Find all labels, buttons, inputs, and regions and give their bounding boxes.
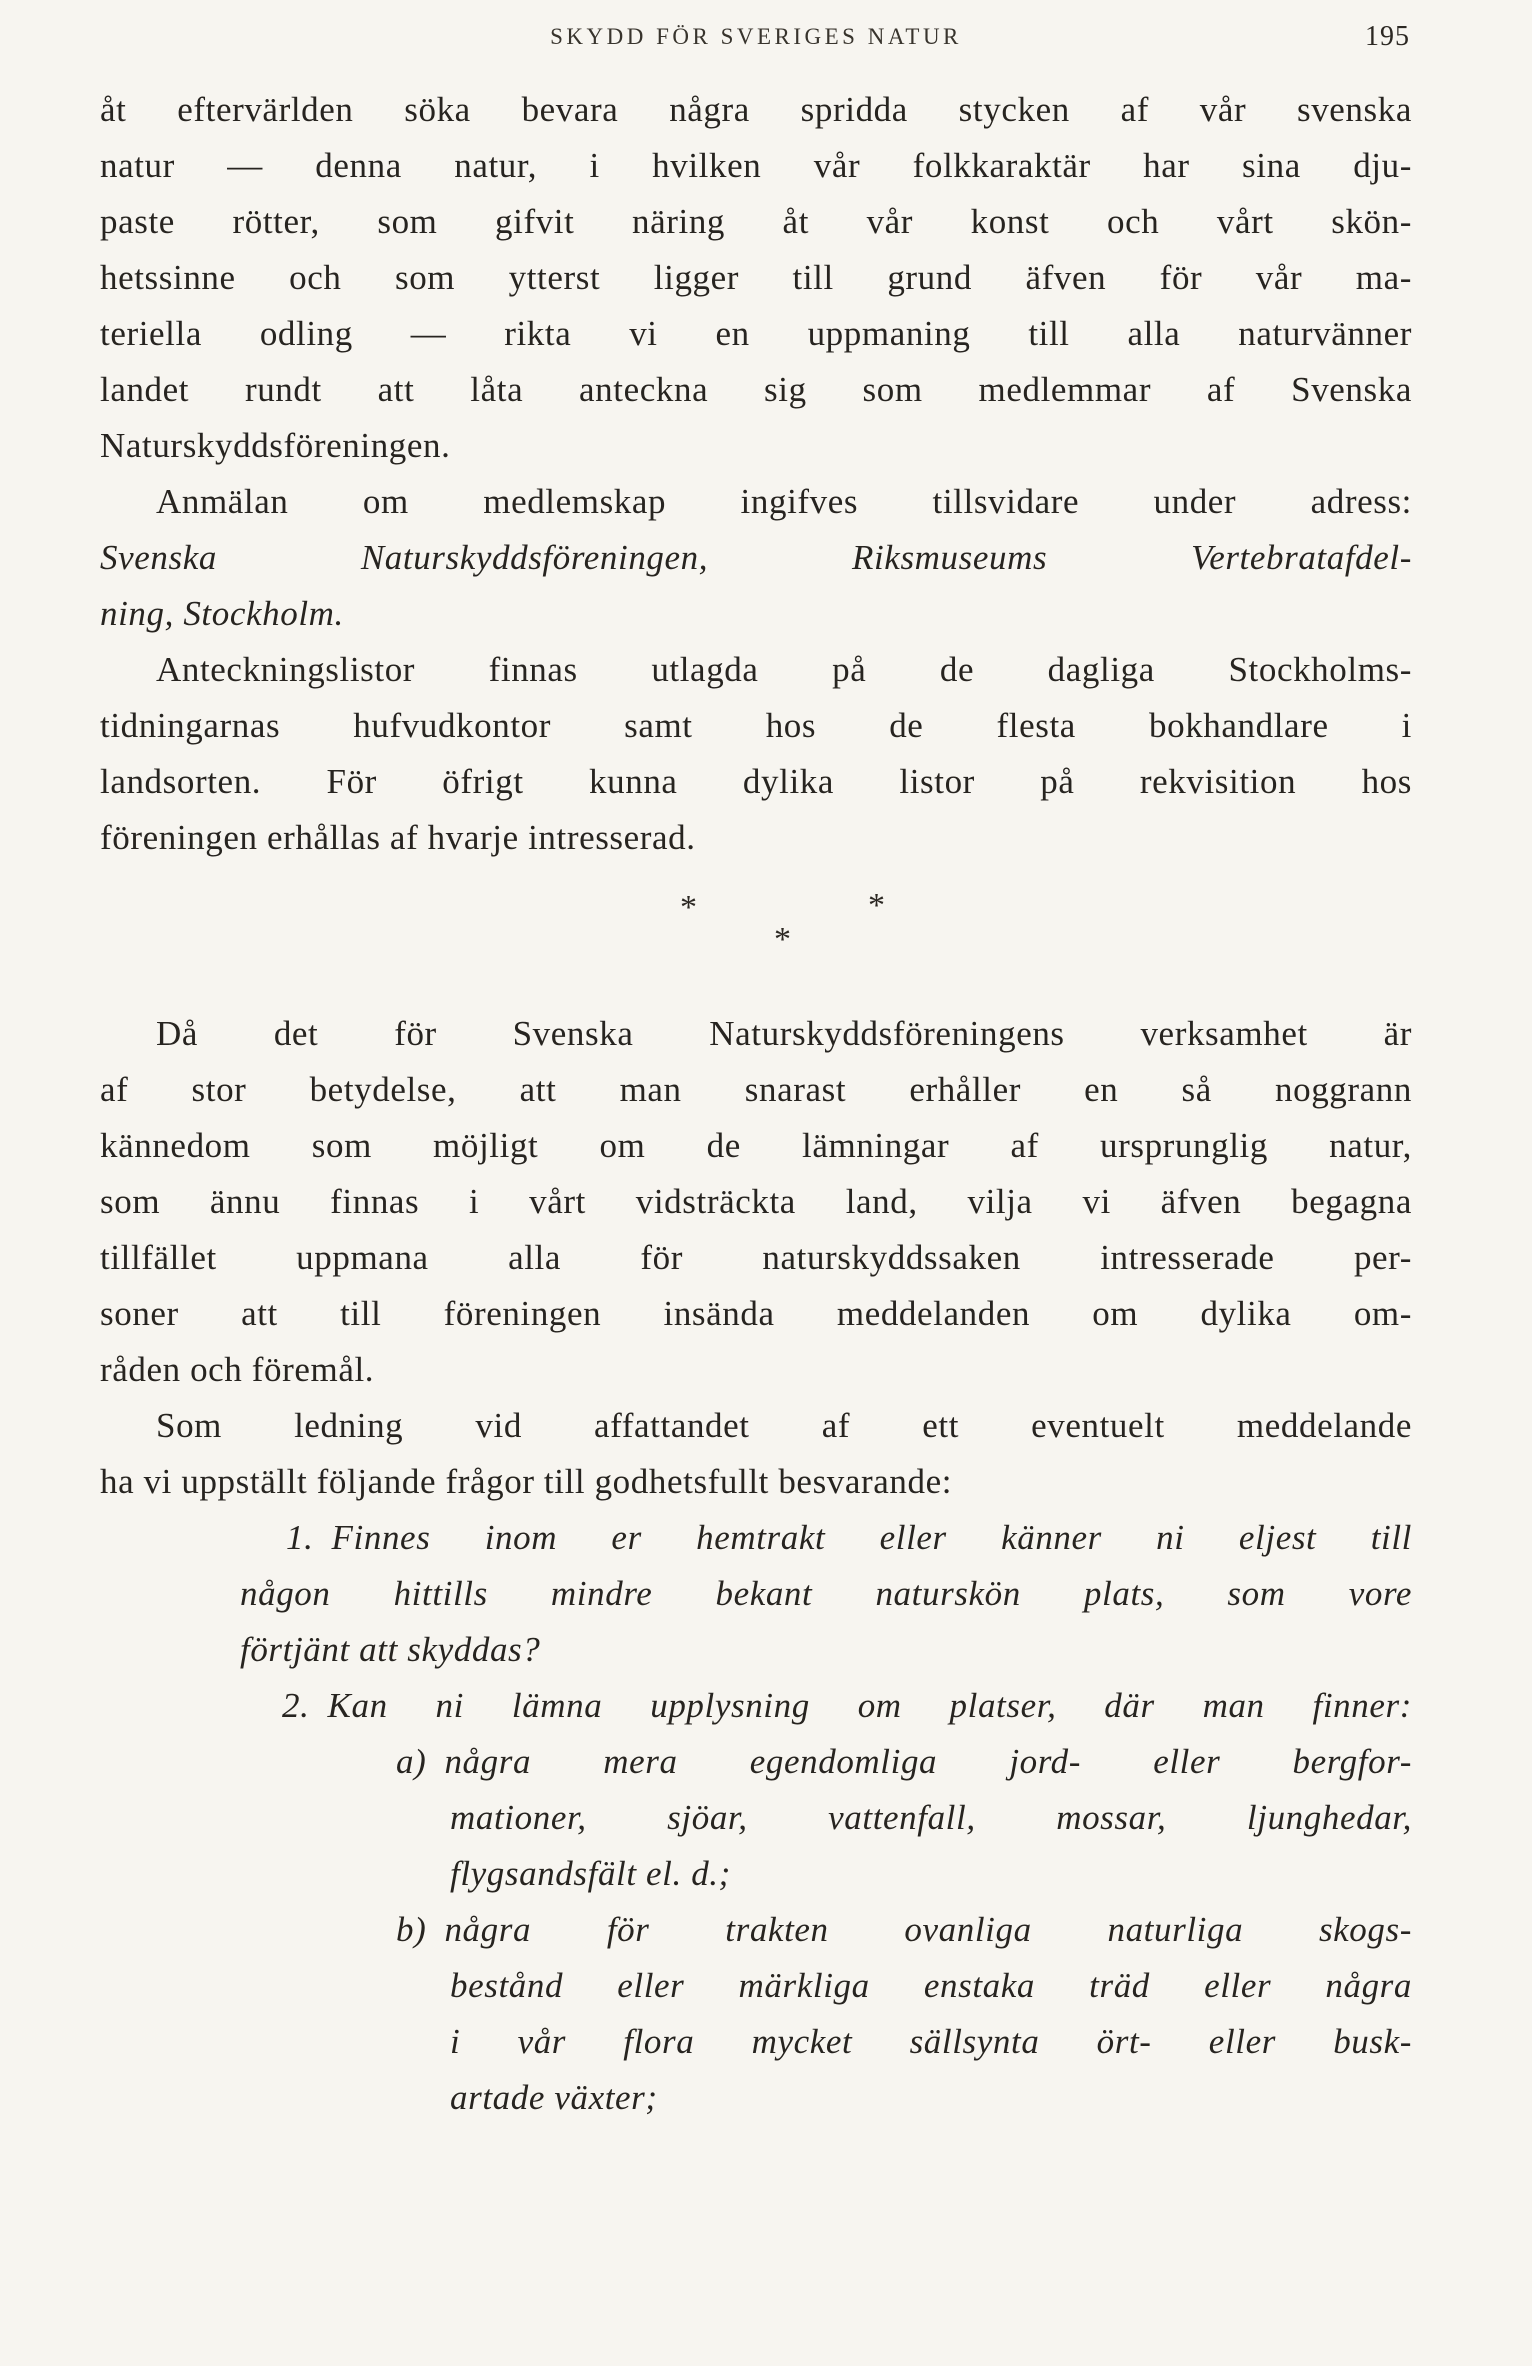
text-line: som ännu finnas i vårt vidsträckta land, vilja vi äfven begagna (100, 1182, 1412, 1221)
paragraph-4 (100, 1006, 1412, 1398)
text-line: föreningen erhållas af hvarje intresserad. (100, 818, 696, 857)
text-line: kännedom som möjligt om de lämningar af ursprunglig natur, (100, 1126, 1412, 1165)
text-line: 2. Kan ni lämna upplysning om platser, där man finner: (282, 1686, 1412, 1725)
question-item-2a (100, 1734, 1412, 1902)
text-line: teriella odling — rikta vi en uppmaning till alla naturvänner (100, 314, 1412, 353)
text-line: natur — denna natur, i hvilken vår folkkaraktär har sina dju- (100, 146, 1412, 185)
running-title: SKYDD FÖR SVERIGES NATUR (550, 24, 962, 49)
running-header (100, 21, 1412, 64)
text-line: Svenska Naturskyddsföreningen, Riksmuseums Vertebratafdel- (100, 538, 1412, 577)
text-line: förtjänt att skyddas? (240, 1630, 541, 1669)
asterisk-ornament: * (774, 921, 792, 958)
text-line: i vår flora mycket sällsynta ört- eller busk- (450, 2022, 1412, 2061)
text-line: mationer, sjöar, vattenfall, mossar, ljunghedar, (450, 1798, 1412, 1837)
paragraph-2 (100, 474, 1412, 642)
text-line: landet rundt att låta anteckna sig som medlemmar af Svenska (100, 370, 1412, 409)
text-line: hetssinne och som ytterst ligger till grund äfven för vår ma- (100, 258, 1412, 297)
text-line: af stor betydelse, att man snarast erhåller en så noggrann (100, 1070, 1412, 1109)
text-line: någon hittills mindre bekant naturskön plats, som vore (240, 1574, 1412, 1613)
question-item-2b (100, 1902, 1412, 2126)
text-line: artade växter; (450, 2078, 658, 2117)
paragraph-3 (100, 642, 1412, 866)
question-item-2 (100, 1678, 1412, 1734)
text-line: Då det för Svenska Naturskyddsföreningens verksamhet är (156, 1014, 1412, 1053)
text-line: paste rötter, som gifvit näring åt vår konst och vårt skön- (100, 202, 1412, 241)
page-number: 195 (1365, 21, 1410, 52)
text-line: bestånd eller märkliga enstaka träd eller några (450, 1966, 1412, 2005)
text-line: b) några för trakten ovanliga naturliga skogs- (396, 1910, 1412, 1949)
paragraph-1 (100, 82, 1412, 474)
text-line: Som ledning vid affattandet af ett eventuelt meddelande (156, 1406, 1412, 1445)
text-line: råden och föremål. (100, 1350, 375, 1389)
text-block (100, 82, 1412, 2126)
question-item-1 (100, 1510, 1412, 1678)
text-line: flygsandsfält el. d.; (450, 1854, 731, 1893)
text-line: 1. Finnes inom er hemtrakt eller känner ni eljest till (286, 1518, 1412, 1557)
text-line: Anteckningslistor finnas utlagda på de dagliga Stockholms- (156, 650, 1412, 689)
text-line: ning, Stockholm. (100, 594, 344, 633)
text-line: ha vi uppställt följande frågor till godhetsfullt besvarande: (100, 1462, 953, 1501)
text-line: Anmälan om medlemskap ingifves tillsvidare under adress: (156, 482, 1412, 521)
section-separator (100, 866, 1412, 1006)
asterisk-ornament: * (868, 887, 886, 924)
text-line: åt eftervärlden söka bevara några spridda stycken af vår svenska (100, 90, 1412, 129)
text-line: tillfället uppmana alla för naturskyddssaken intresserade per- (100, 1238, 1412, 1277)
text-line: soner att till föreningen insända meddelanden om dylika om- (100, 1294, 1412, 1333)
text-line: landsorten. För öfrigt kunna dylika listor på rekvisition hos (100, 762, 1412, 801)
text-line: a) några mera egendomliga jord- eller bergfor- (396, 1742, 1412, 1781)
text-line: Naturskyddsföreningen. (100, 426, 451, 465)
text-line: tidningarnas hufvudkontor samt hos de flesta bokhandlare i (100, 706, 1412, 745)
paragraph-5 (100, 1398, 1412, 1510)
asterisk-ornament: * (680, 889, 698, 926)
